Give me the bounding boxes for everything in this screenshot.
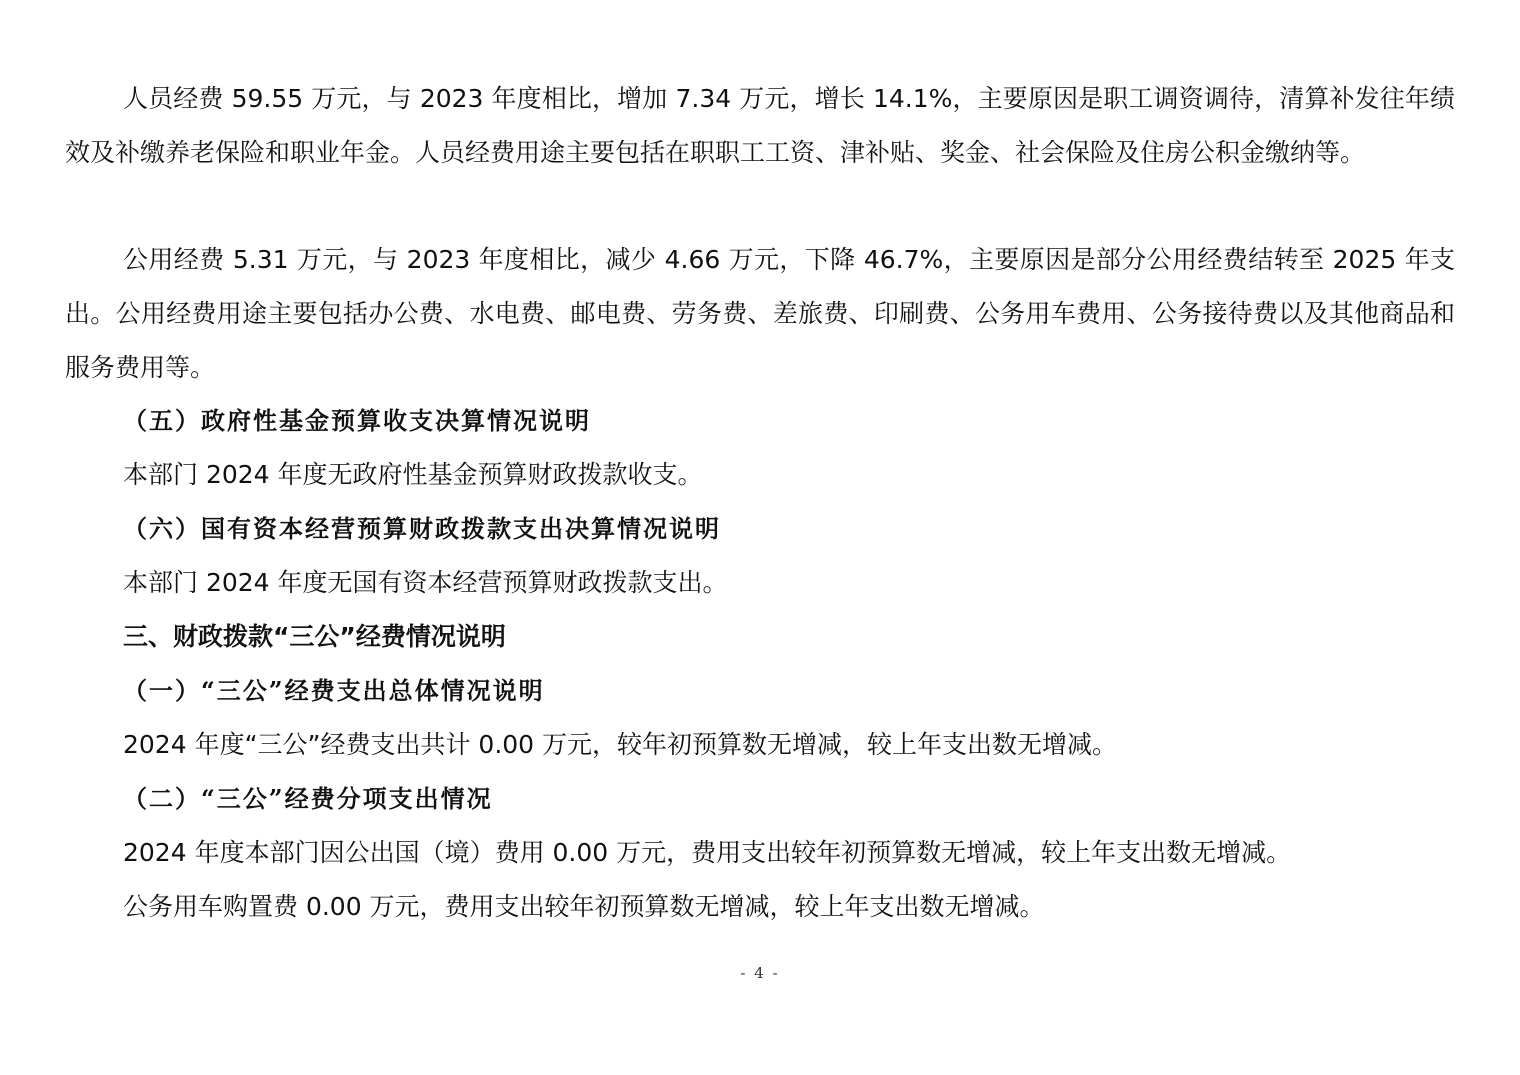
three-public-overall-text: 2024 年度“三公”经费支出共计 0.00 万元，较年初预算数无增减，较上年支出数无增减。 (123, 730, 1118, 759)
personnel-expense-paragraph: 人员经费 59.55 万元，与 2023 年度相比，增加 7.34 万元，增长 14.1%，主要原因是职工调资调待，清算补发往年绩效及补缴养老保险和职业年金。人员经费用途主要包括在职职工工资、津补贴、奖金、社会保险及住房公积金缴纳等。 (65, 84, 1455, 167)
three-public-itemized-heading: （二）“三公”经费分项支出情况 (123, 784, 493, 813)
page-number: - 4 - (740, 964, 780, 982)
vehicle-purchase-text: 公务用车购置费 0.00 万元，费用支出较年初预算数无增减，较上年支出数无增减。 (123, 892, 1045, 921)
state-capital-text: 本部门 2024 年度无国有资本经营预算财政拨款支出。 (123, 568, 728, 597)
overseas-travel-text: 2024 年度本部门因公出国（境）费用 0.00 万元，费用支出较年初预算数无增减，较上年支出数无增减。 (123, 838, 1292, 867)
three-public-section-heading: 三、财政拨款“三公”经费情况说明 (123, 622, 506, 651)
public-expense-paragraph: 公用经费 5.31 万元，与 2023 年度相比，减少 4.66 万元，下降 46.7%，主要原因是部分公用经费结转至 2025 年支出。公用经费用途主要包括办公费、水电费、邮电费、劳务费、差旅费、印刷费、公务用车费用、公务接待费以及其他商品和服务费用等。 (65, 245, 1455, 382)
government-fund-heading: （五）政府性基金预算收支决算情况说明 (123, 406, 591, 435)
government-fund-text: 本部门 2024 年度无政府性基金预算财政拨款收支。 (123, 460, 703, 489)
three-public-overall-heading: （一）“三公”经费支出总体情况说明 (123, 676, 545, 705)
state-capital-heading: （六）国有资本经营预算财政拨款支出决算情况说明 (123, 514, 721, 543)
